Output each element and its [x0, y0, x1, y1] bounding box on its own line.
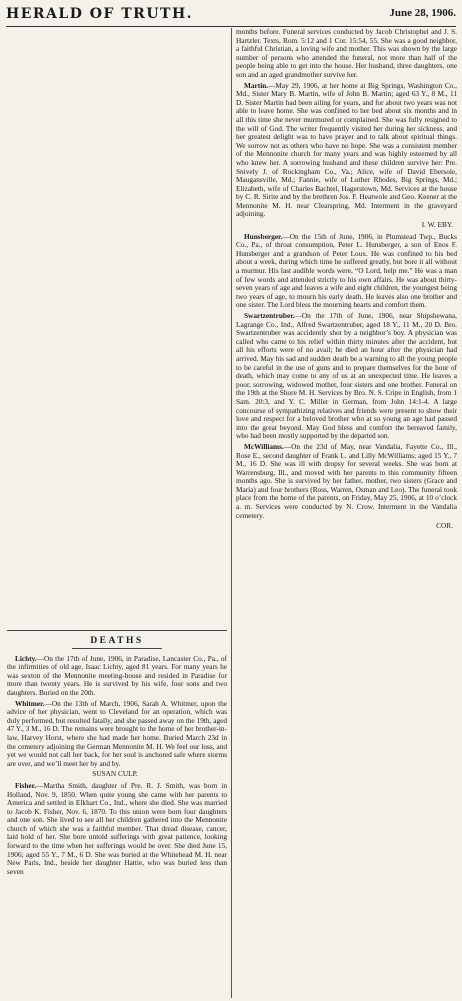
- obituary-body: —On the 17th of June, 1906, in Paradise, Lancaster Co., Pa., of the infirmities of old age, Isaac Lichty, aged 81 years. For many years he was sexton of the Mennonite meeting-house and resided in Paradise for more than twenty years. He is survived by his wife, four sons and two daughters. Buried on the 20th.: [7, 653, 227, 697]
- obituary-martin: [236, 82, 457, 220]
- obituary-name: Hunsberger.: [244, 231, 283, 241]
- obituary-hunsberger: [236, 233, 457, 310]
- carryover-paragraph: months before. Funeral services conducted by Jacob Christophel and J. S. Hartzler. Texts, Rom. 5:12 and 1 Cor. 15:54, 55. She was a good neighbor, a faithful Christian, a loving wife and mother. This was shown by the large number of persons who attended the funeral, not more than half of the people being able to get into the house. Her husband, three daughters, one son and an aged grandmother survive her.: [236, 27, 457, 79]
- obituary-name: Lichty.: [15, 653, 37, 663]
- obituary-signature: SUSAN CULP.: [92, 769, 138, 779]
- obituary-body: —On the 15th of June, 1906, in Plumstead Twp., Bucks Co., Pa., of throat consumption, Peter L. Hunsberger, a son of Enos F. Hunsberger and a grandson of Peter Loux. He was confined to his bed about a week, during which time he suffered greatly, but bore it all without a murmur. His last audible words were, “O Lord, help me.” He was a man of few words and attended strictly to his own affairs. He was about thirty-seven years of age and leaves a wife and eight children, the youngest being two years of age, to mourn his early death. He leaves also one brother and one sister. The Lord bless the mourning hearts and comfort them.: [236, 231, 457, 310]
- obituary-name: Fisher.: [15, 780, 37, 790]
- newspaper-title: HERALD OF TRUTH.: [6, 6, 194, 22]
- masthead: [6, 4, 456, 26]
- section-heading: DEATHS: [90, 636, 144, 646]
- issue-date: June 28, 1906.: [389, 7, 456, 19]
- obituary-body: —On the 23d of May, near Vandalia, Fayette Co., Ill., Rose E., second daughter of Frank L. and Lilly McWilliams; aged 15 Y., 7 M., 16 D. She was ill with dropsy for several weeks. She was born at Warrensburg, Ill., and moved with her parents to this community fifteen months ago. She is survived by her father, mother, two sisters (Grace and Maria) and four brothers (Ross, Warren, Osman and Leo). The funeral took place from the home of the parents, on Friday, May 25, 1906, at 10 o’clock a. m. Services were conducted by N. Crow. Interment in the Vandalia cemetery.: [236, 441, 457, 520]
- obituary-lichty: [7, 655, 227, 698]
- obituary-body: —On the 17th of June, 1906, near Shipshewana, Lagrange Co., Ind., Alfred Swartzentruber, aged 18 Y., 11 M., 20 D. Bro. Swartzentruber was accidently shot by a neighbor’s boy. A physician was called who came to his relief within thirty minutes after the accident, but all his efforts were of no avail; he died an hour after the physician had arrived. May his sad and sudden death be a warning to all the young people to be careful in the use of guns and to prepare themselves for the hour of death, which may come to any of us at an unexpected time. He leaves a poor, sorrowing, widowed mother, four sisters and one brother. Funeral on the 19th at the Shore M. H. Services by Bro. N. S. Cripe in English, from 1 Sam. 20:3, and Y. C. Miller in German, from John 14:1-4. A large concourse of sympathizing relatives and friends were present to show their love and respect for a beloved brother who at so young an age had passed into the great beyond. May God bless and comfort the bereaved family, who had been mostly supported by the departed son.: [236, 311, 457, 441]
- left-column: [7, 630, 227, 878]
- obituary-fisher: [7, 782, 227, 877]
- heading-underline: [72, 648, 162, 649]
- obituary-name: Swartzentruber.: [244, 311, 295, 320]
- obituary-name: Martin.: [244, 80, 269, 90]
- obituary-name: Whitmer.: [15, 698, 45, 708]
- right-column: [236, 28, 457, 534]
- obituary-signature: I. W. EBY.: [421, 220, 453, 230]
- column-divider: [231, 28, 232, 998]
- obituary-swartzentruber: [236, 312, 457, 441]
- obituary-body: —May 29, 1906, at her home at Big Springs, Washington Co., Md., Sister Mary B. Martin, wife of John B. Martin; aged 63 Y., 8 M., 11 D. Sister Martin had been ailing for years, and for about two years was not able to leave home. She was confined to her bed about six months and in all this time she never murmured or complained. She was fully resigned to the will of God. The writer frequently visited her during her sickness, and her greatest delight was to have prayer and to talk about spiritual things. We sorrow not as others who have no hope. She was a consistent member of the Mennonite church for many years and was highly esteemed by all who knew her. A sorrowing husband and these children survive her: Pre. Snively J. of Rockingham Co., Va.; Alice, wife of David Ebersole, Maugansville, Md.; Fannie, wife of Luther Rhodes, Big Springs, Md.; Elizabeth, wife of Charles Bachtel, Hagerstown, Md. Services at the house by C. R. Sirite and by the brethren Jos. F. Heatwole and Geo. Keener at the Mennonite M. H. near Clearspring, Md. Interment in the graveyard adjoining.: [236, 80, 457, 219]
- section-rule: [7, 630, 227, 631]
- obituary-signature: COR.: [436, 521, 453, 531]
- obituary-name: McWilliams.: [244, 441, 284, 451]
- obituary-mcwilliams: [236, 443, 457, 520]
- obituary-body: —On the 13th of March, 1906, Sarah A. Whitmer, upon the advice of her physician, went to Cleveland for an operation, which was duly performed, but resulted fatally, and she passed away on the 19th, aged 47 Y., 3 M., 16 D. The remains were brought to the home of her brother-in-law, Harvey Horst, where she had made her home. Buried March 23d in the cemetery adjoining the German Mennonite M. H. We feel our loss, and yet we would not call her back, for her soul is anchored safe where storms are over, and we’ll meet her by and by.: [7, 698, 227, 768]
- obituary-whitmer: [7, 700, 227, 769]
- obituary-body: —Martha Smith, daughter of Pre. R. J. Smith, was born in Holland, Nov. 9, 1850. When quite young she came with her parents to America and settled in Elkhart Co., Ind., where she died. She was married to Jacob K. Fisher, Nov. 6, 1870. To this union were born four daughters and one son. She lived to see all her children gathered into the Mennonite church of which she was a faithful member. That dread disease, cancer, laid hold of her. She bore untold sufferings with great patience, looking forward to the time when her sufferings would be over. She died June 15, 1906; aged 55 Y., 7 M., 6 D. She was buried at the Whitehead M. H. near New Paris, Ind., beside her daughter Hattie, who was buried less than seven: [7, 780, 227, 876]
